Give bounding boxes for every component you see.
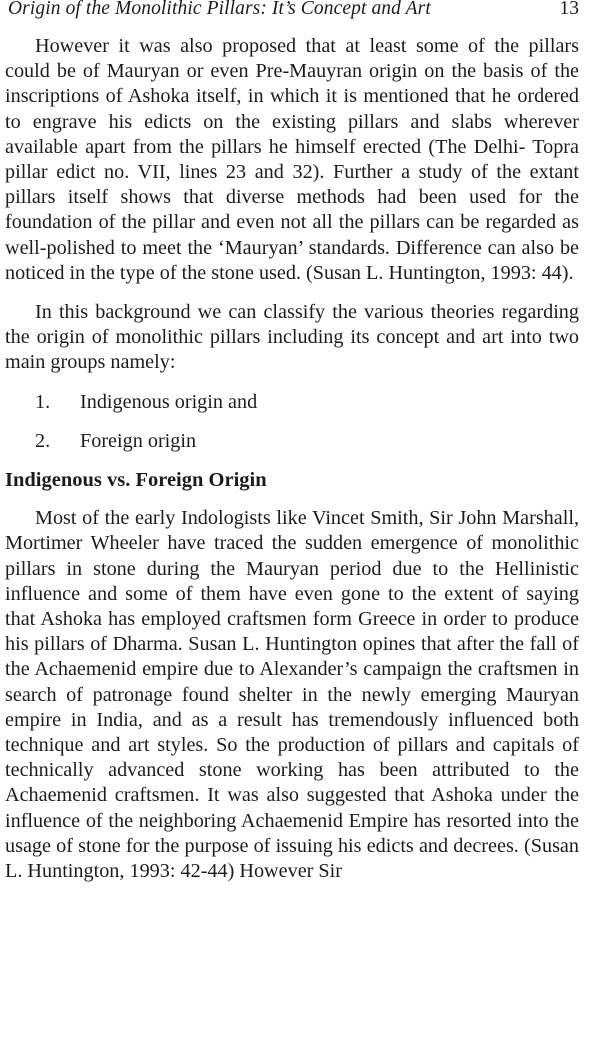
paragraph-classification: In this background we can classify the various theories regarding the origin of monolithic pillars including its concept and art into two main groups namely: xyxy=(5,301,579,374)
list-item-number: 2. xyxy=(35,429,51,452)
body-text xyxy=(5,34,579,884)
paragraph-indologists: Most of the early Indologists like Vincet Smith, Sir John Marshall, Mortimer Wheeler have traced the sudden emergence of monolithic pillars in stone during the Mauryan period due to the Hellinistic influence and some of them have even gone to the extent of saying that Ashoka has employed craftsmen form Greece in order to produce his pillars of Dharma. Susan L. Huntington opines that after the fall of the Achaemenid empire due to Alexander’s campaign the craftsmen in search of patronage found shelter in the newly emerging Mauryan empire in India, and as a result has tremendously influenced both technique and art styles. So the production of pillars and capitals of technically advanced stone working has been attributed to the Achaemenid craftsmen. It was also suggested that Ashoka under the influence of the neighboring Achaemenid Empire has resorted into the usage of stone for the purpose of issuing his edicts and decrees. (Susan L. Huntington, 1993: 42-44) However Sir xyxy=(5,507,579,883)
list-item-text: Foreign origin xyxy=(80,429,197,452)
origin-list xyxy=(5,390,579,454)
list-item-number: 1. xyxy=(35,390,51,413)
list-item xyxy=(5,429,579,454)
running-head xyxy=(5,0,601,30)
section-heading: Indigenous vs. Foreign Origin xyxy=(5,469,267,492)
page-number: 13 xyxy=(559,0,579,19)
running-title: Origin of the Monolithic Pillars: It’s Concept and Art xyxy=(8,0,431,19)
paragraph-pillar-origins: However it was also proposed that at least some of the pillars could be of Mauryan or even Pre-Mauyran origin on the basis of the inscriptions of Ashoka itself, in which it is mentioned that he ordered to engrave his edicts on the existing pillars and slabs wherever available apart from the pillars he himself erected (The Delhi- Topra pillar edict no. VII, lines 23 and 32). Further a study of the extant pillars itself shows that diverse methods had been used for the foundation of the pillar and even not all the pillars can be regarded as well-polished to meet the ‘Mauryan’ standards. Difference can also be noticed in the type of the stone used. (Susan L. Huntington, 1993: 44). xyxy=(5,35,579,284)
list-item-text: Indigenous origin and xyxy=(80,390,258,413)
list-item xyxy=(5,390,579,415)
book-page xyxy=(5,0,601,1049)
